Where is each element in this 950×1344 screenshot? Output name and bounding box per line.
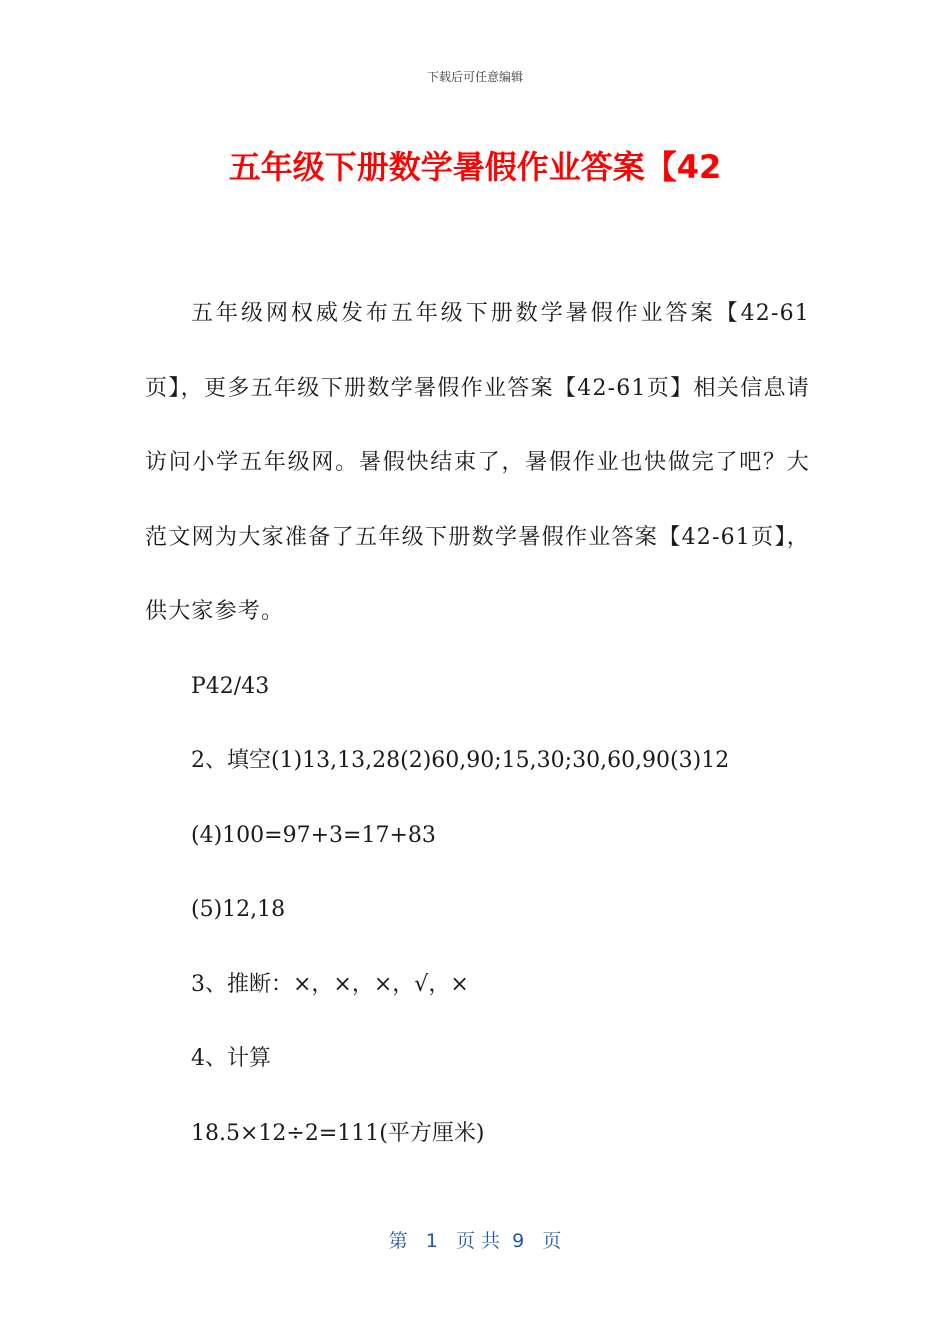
answer-line: 3、推断：×，×，×，√，×	[191, 971, 469, 997]
footer-label-of: 页 共	[455, 1230, 501, 1252]
document-body	[145, 277, 810, 1171]
answer-line: (4)100=97+3=17+83	[191, 822, 436, 848]
footer-total-pages: 9	[512, 1230, 525, 1252]
answer-line: 18.5×12÷2=111(平方厘米)	[191, 1120, 485, 1146]
answer-line: P42/43	[191, 673, 270, 699]
footer-current-page: 1	[425, 1230, 438, 1252]
answer-line: (5)12,18	[191, 897, 286, 922]
header-note: 下载后可任意编辑	[426, 70, 523, 84]
intro-paragraph: 五年级网权威发布五年级下册数学暑假作业答案【42-61页】，更多五年级下册数学暑假作业答案【42-61页】相关信息请访问小学五年级网。暑假快结束了，暑假作业也快做完了吧？大范文网为大家准备了五年级下册数学暑假作业答案【42-61页】，供大家参考。	[145, 301, 810, 624]
answer-line: 4、计算	[191, 1046, 271, 1071]
document-title: 五年级下册数学暑假作业答案【42	[228, 148, 722, 186]
footer-label-end: 页	[542, 1230, 562, 1252]
answer-line: 2、填空(1)13,13,28(2)60,90;15,30;30,60,90(3)12	[191, 748, 730, 773]
page-footer	[0, 1226, 950, 1253]
footer-label-page: 第	[388, 1230, 408, 1252]
